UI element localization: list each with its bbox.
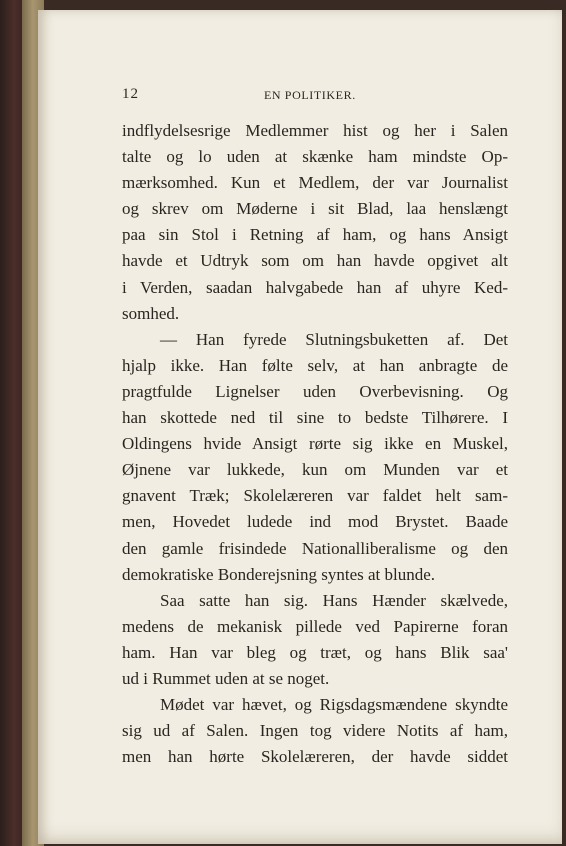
text-line: i Verden, saadan halvgabede han af uhyre Ked-: [122, 277, 508, 297]
running-title: EN POLITIKER.: [264, 88, 356, 102]
text-line: pragtfulde Lignelser uden Overbevisning. Og: [122, 381, 508, 401]
text-line: paa sin Stol i Retning af ham, og hans Ansigt: [122, 225, 508, 245]
body-text: [122, 118, 508, 770]
text-line: sig ud af Salen. Ingen tog videre Notits af ham,: [122, 721, 508, 741]
text-line: medens de mekanisk pillede ved Papirerne foran: [122, 616, 508, 636]
text-line: Oldingens hvide Ansigt rørte sig ikke en Muskel,: [122, 434, 508, 454]
text-line: demokratiske Bonderejsning syntes at blunde.: [122, 564, 436, 584]
text-line: gnavent Træk; Skolelæreren var faldet helt sam-: [122, 486, 508, 506]
text-line: havde et Udtryk som om han havde opgivet alt: [122, 251, 508, 271]
text-line: mærksomhed. Kun et Medlem, der var Journalist: [122, 173, 508, 193]
page-header: [122, 86, 508, 106]
text-line: han skottede ned til sine to bedste Tilhørere. I: [122, 408, 508, 428]
text-line: og skrev om Møderne i sit Blad, laa henslængt: [122, 199, 508, 219]
text-line: men han hørte Skolelæreren, der havde siddet: [122, 747, 508, 767]
page-number: 12: [122, 86, 139, 102]
text-line: indflydelsesrige Medlemmer hist og her i Salen: [122, 121, 508, 140]
text-line: hjalp ikke. Han følte selv, at han anbragte de: [122, 355, 508, 375]
text-line: ham. Han var bleg og træt, og hans Blik saa': [122, 642, 508, 662]
text-line: Saa satte han sig. Hans Hænder skælvede,: [160, 590, 508, 610]
text-line: Øjnene var lukkede, kun om Munden var et: [122, 460, 508, 480]
text-line: men, Hovedet ludede ind mod Brystet. Baade: [122, 512, 508, 532]
text-line: — Han fyrede Slutningsbuketten af. Det: [160, 329, 508, 349]
text-line: somhed.: [122, 303, 180, 323]
text-line: den gamle frisindede Nationalliberalisme og den: [122, 538, 508, 558]
text-line: Mødet var hævet, og Rigsdagsmændene skyndte: [160, 695, 508, 715]
text-line: ud i Rummet uden at se noget.: [122, 668, 330, 688]
text-line: talte og lo uden at skænke ham mindste Op-: [122, 147, 508, 167]
